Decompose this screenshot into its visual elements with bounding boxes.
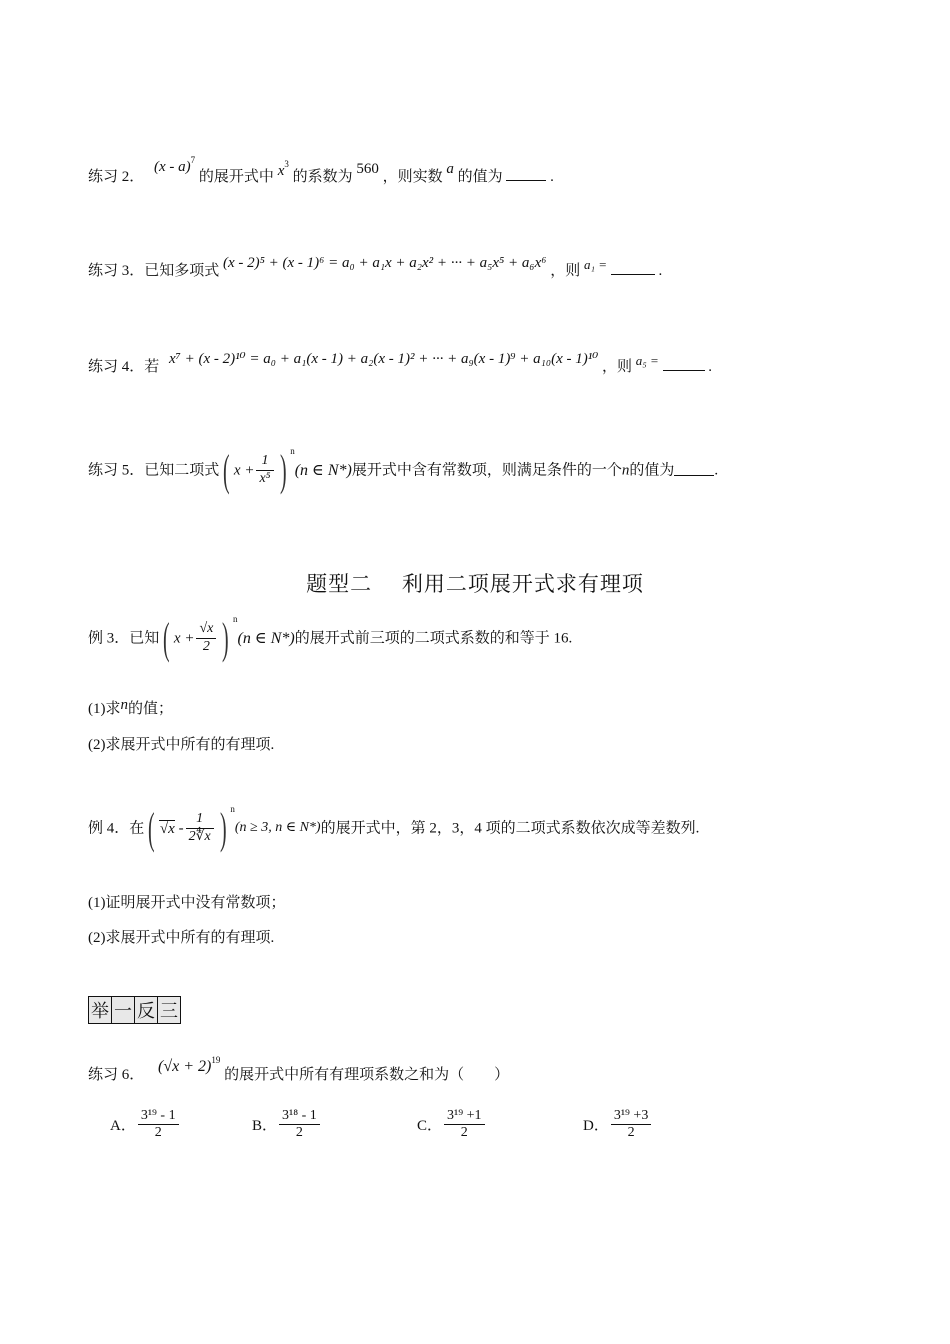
example-3-question-1: (1)求n的值； bbox=[88, 697, 174, 717]
exercise-4-target: a₅ = bbox=[635, 353, 659, 368]
answer-blank[interactable] bbox=[611, 264, 655, 275]
option-b[interactable]: B． $\frac{\text{3¹⁸ - 1}}{2}$ bbox=[252, 1108, 322, 1141]
exercise-2-expr: (x - a)$^7$ bbox=[154, 155, 196, 175]
example-3: 例 3．已知( x + $\frac{√x}{2}$ ) $^n$(n ∈ N*)的展开式前三项的二项式系数的和等于 16. bbox=[88, 613, 573, 663]
example-3-label: 例 3．已知 bbox=[88, 630, 160, 647]
exercise-2: 练习 2． (x - a)$^7$ 的展开式中 $x^3$ 的系数为 560 ，则实数 a 的值为 . bbox=[88, 155, 554, 185]
exercise-6-label: 练习 6． bbox=[88, 1067, 145, 1083]
option-c[interactable]: C． $\frac{\text{3¹⁹ +1}}{2}$ bbox=[417, 1108, 487, 1141]
answer-blank[interactable] bbox=[506, 170, 546, 181]
example-4-question-2: (2)求展开式中所有的有理项. bbox=[88, 930, 275, 946]
example-4-label: 例 4．在 bbox=[88, 820, 145, 837]
exercise-2-coef: 560 bbox=[356, 161, 379, 177]
exercise-3-target: a₁ = bbox=[583, 257, 608, 272]
example-3-fraction: $\frac{√x}{2}$ bbox=[196, 621, 216, 656]
exercise-5-condition: (n ∈ N*) bbox=[294, 461, 352, 479]
practice-tag: 举 一 反 三 bbox=[88, 996, 181, 1024]
answer-blank[interactable] bbox=[674, 465, 714, 476]
example-4: 例 4．在( √x - $\frac{1}{2∜x}$ ) $^n$(n ≥ 3, n ∈ N*)的展开式中，第 2，3，4 项的二项式系数依次成等差数列. bbox=[88, 803, 700, 853]
example-3-condition: (n ∈ N*) bbox=[237, 629, 295, 647]
exercise-3-polynomial: (x - 2)⁵ + (x - 1)⁶ = a₀ + a₁x + a₂x² + ··· + a₅x⁵ + a₆x⁶ bbox=[223, 255, 547, 271]
option-d[interactable]: D． $\frac{\text{3¹⁹ +3}}{2}$ bbox=[583, 1108, 653, 1141]
example-3-question-2: (2)求展开式中所有的有理项. bbox=[88, 737, 275, 753]
exercise-4: 练习 4．若 x⁷ + (x - 2)¹⁰ = a₀ + a₁(x - 1) + a₂(x - 1)² + ··· + a₉(x - 1)⁹ + a₁₀(x - 1)¹⁰ ，则 a₅ = . bbox=[88, 351, 713, 375]
exercise-5-label: 练习 5．已知二项式 bbox=[88, 462, 220, 479]
exercise-4-label: 练习 4．若 bbox=[88, 359, 160, 375]
section-heading: 题型二 利用二项展开式求有理项 bbox=[306, 572, 644, 596]
exercise-5-fraction: $\frac{1}{\text{x⁵}}$ bbox=[256, 453, 273, 488]
exercise-5: 练习 5．已知二项式( x + $\frac{1}{\text{x⁵}}$ ) $^n$(n ∈ N*)展开式中含有常数项，则满足条件的一个n的值为 . bbox=[88, 445, 719, 495]
exercise-6: 练习 6． $(√x + 2)^{19}$ 的展开式中所有有理项系数之和为（ ） bbox=[88, 1055, 510, 1083]
exercise-2-var: a bbox=[446, 161, 454, 177]
exercise-3: 练习 3．已知多项式 (x - 2)⁵ + (x - 1)⁶ = a₀ + a₁x + a₂x² + ··· + a₅x⁵ + a₆x⁶ ，则 a₁ = . bbox=[88, 255, 663, 279]
exercise-3-label: 练习 3．已知多项式 bbox=[88, 263, 220, 279]
exercise-4-polynomial: x⁷ + (x - 2)¹⁰ = a₀ + a₁(x - 1) + a₂(x - 1)² + ··· + a₉(x - 1)⁹ + a₁₀(x - 1)¹⁰ bbox=[169, 351, 599, 367]
example-4-question-1: (1)证明展开式中没有常数项； bbox=[88, 895, 286, 911]
example-4-condition: (n ≥ 3, n ∈ N*) bbox=[234, 820, 321, 836]
exercise-2-term: $x^3$ bbox=[277, 159, 289, 179]
option-a[interactable]: A． $\frac{\text{3¹⁹ - 1}}{2}$ bbox=[110, 1108, 181, 1141]
exercise-6-expr: $(√x + 2)^{19}$ bbox=[158, 1055, 221, 1075]
exercise-2-label: 练习 2． bbox=[88, 169, 145, 185]
example-4-fraction: $\frac{1}{2∜x}$ bbox=[186, 811, 214, 846]
answer-blank[interactable] bbox=[663, 360, 705, 371]
